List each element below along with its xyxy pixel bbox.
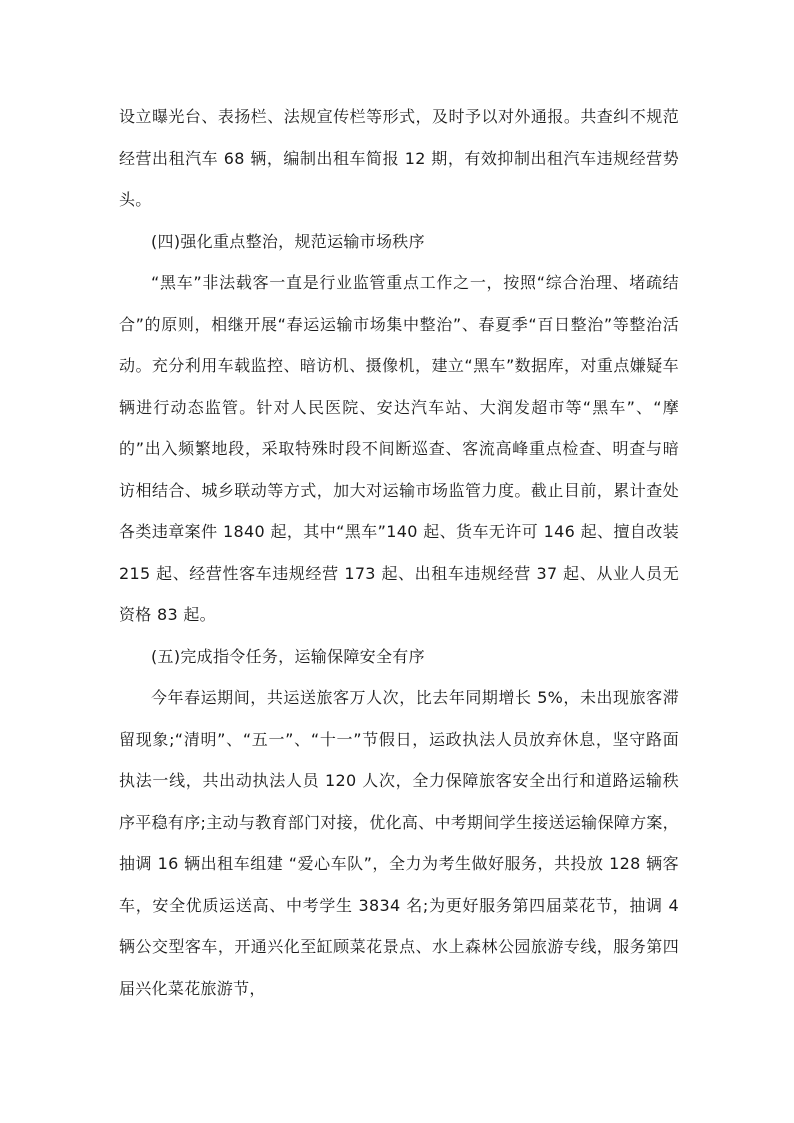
section-heading-4: (四)强化重点整治，规范运输市场秩序 <box>151 231 425 251</box>
paragraph-continued: 设立曝光台、表扬栏、法规宣传栏等形式，及时予以对外通报。共查纠不规范经营出租汽车 68 辆，编制出租车简报 12 期，有效抑制出租汽车违规经营势头。 <box>119 107 679 209</box>
paragraph-black-cars: “黑车”非法载客一直是行业监管重点工作之一，按照“综合治理、堵疏结合”的原则，相继开展“春运运输市场集中整治”、春夏季“百日整治”等整治活动。充分利用车载监控、暗访机、摄像机，建立“黑车”数据库，对重点嫌疑车辆进行动态监管。针对人民医院、安达汽车站、大润发超市等“黑车”、“摩的”出入频繁地段，采取特殊时段不间断巡查、客流高峰重点检查、明查与暗访相结合、城乡联动等方式，加大对运输市场监管力度。截止目前，累计查处各类违章案件 1840 起，其中“黑车”140 起、货车无许可 146 起、擅自改装 215 起、经营性客车违规经营 173 起、出租车违规经营 37 起、从业人员无资格 83 起。 <box>119 273 679 624</box>
document-body <box>119 96 679 1009</box>
section-heading-5: (五)完成指令任务，运输保障安全有序 <box>151 646 425 666</box>
paragraph-spring-transport: 今年春运期间，共运送旅客万人次，比去年同期增长 5%，未出现旅客滞留现象;“清明”、“五一”、“十一”节假日，运政执法人员放弃休息，坚守路面执法一线，共出动执法人员 120 人次，全力保障旅客安全出行和道路运输秩序平稳有序;主动与教育部门对接，优化高、中考期间学生接送运输保障方案，抽调 16 辆出租车组建 “爱心车队”，全力为考生做好服务，共投放 128 辆客车，安全优质运送高、中考学生 3834 名;为更好服务第四届菜花节，抽调 4 辆公交型客车，开通兴化至缸顾菜花景点、水上森林公园旅游专线，服务第四届兴化菜花旅游节， <box>119 688 679 998</box>
